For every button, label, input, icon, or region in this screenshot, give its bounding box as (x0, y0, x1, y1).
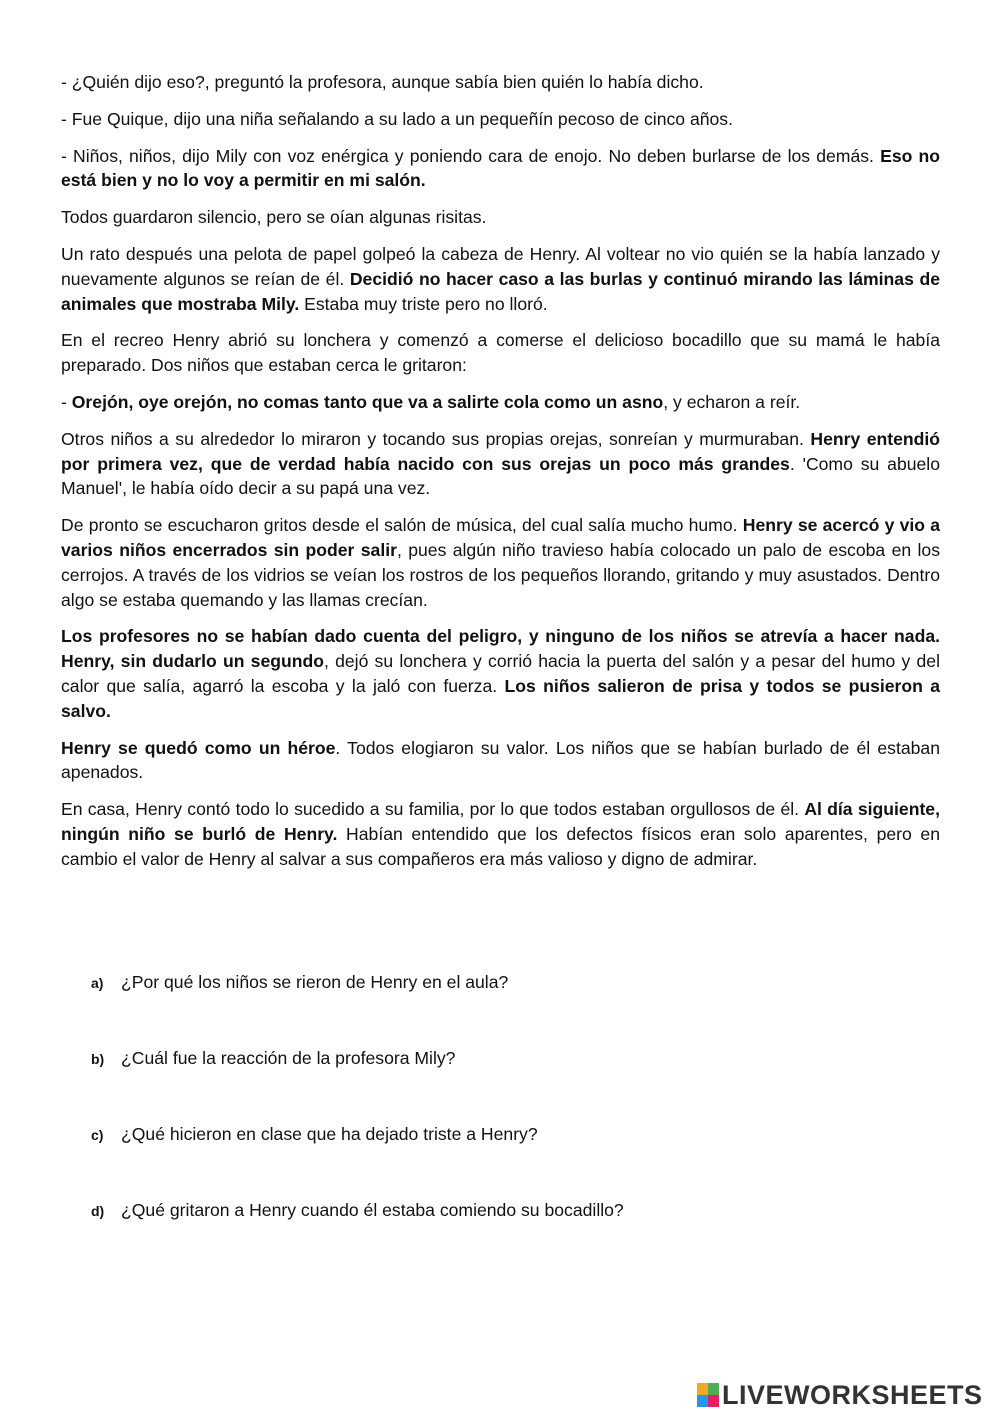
story-paragraph (61, 513, 940, 612)
bold-text-run: Henry entendió por primera vez, que de verdad había nacido con sus orejas un poco más grandes (61, 428, 941, 474)
story-paragraph (61, 624, 940, 723)
text-run: , dejó su lonchera y corrió hacia la puerta del salón y a pesar del humo y del calor que salía, agarró la escoba y la jaló con fuerza. (61, 651, 940, 696)
story-paragraph (61, 205, 940, 230)
brand-mark-cell (697, 1383, 708, 1395)
question-text: ¿Qué hicieron en clase que ha dejado triste a Henry? (121, 1124, 538, 1144)
story-paragraph (61, 797, 940, 871)
text-run: Estaba muy triste pero no lloró. (299, 293, 548, 314)
text-run: En casa, Henry contó todo lo sucedido a su familia, por lo que todos estaban orgullosos de él. (61, 799, 805, 820)
question-text: ¿Qué gritaron a Henry cuando él estaba comiendo su bocadillo? (121, 1200, 624, 1220)
brand-mark-cell (708, 1383, 719, 1395)
question-text: ¿Por qué los niños se rieron de Henry en el aula? (121, 972, 509, 992)
bold-text-run: Los niños salieron de prisa y todos se pusieron a salvo. (61, 675, 941, 721)
story-paragraph (61, 427, 940, 501)
bold-text-run: Orejón, oye orejón, no comas tanto que va a salirte cola como un asno (71, 391, 664, 412)
question-text: ¿Cuál fue la reacción de la profesora Mily? (121, 1048, 456, 1068)
text-run: En el recreo Henry abrió su lonchera y comenzó a comerse el delicioso bocadillo que su mamá le había preparado. Dos niños que estaban cerca le gritaron: (61, 330, 940, 376)
brand-mark-cell (697, 1395, 708, 1407)
story-paragraph (61, 242, 940, 316)
text-run: De pronto se escucharon gritos desde el salón de música, del cual salía mucho humo. (61, 515, 743, 536)
text-run: - (61, 391, 72, 412)
text-run: , y echaron a reír. (663, 391, 801, 412)
story-paragraph (61, 390, 940, 415)
bold-text-run: Henry se acercó y vio a varios niños encerrados sin poder salir (61, 515, 940, 560)
question-letter: d) (91, 1203, 105, 1219)
text-run: - Niños, niños, dijo Mily con voz enérgica y poniendo cara de enojo. No deben burlarse de los demás. (61, 145, 881, 166)
question-item (91, 1120, 951, 1196)
liveworksheets-logo[interactable] (697, 1380, 983, 1410)
text-run: , pues algún niño travieso había colocado un palo de escoba en los cerrojos. A través de los vidrios se veían los rostros de los pequeños llorando, gritando y muy asustados. Dentro algo se estaba quemando y las llamas crecían. (61, 539, 940, 610)
story-paragraph (61, 107, 940, 132)
text-run: Otros niños a su alrededor lo miraron y tocando sus propias orejas, sonreían y murmuraban. (61, 428, 811, 449)
text-run: . Todos elogiaron su valor. Los niños que se habían burlado de él estaban apenados. (61, 737, 940, 783)
story-paragraph (61, 328, 940, 378)
text-run: Todos guardaron silencio, pero se oían algunas risitas. (61, 207, 487, 228)
bold-text-run: Decidió no hacer caso a las burlas y continuó mirando las láminas de animales que mostraba Mily. (61, 268, 940, 314)
bold-text-run: Eso no está bien y no lo voy a permitir en mi salón. (61, 145, 940, 191)
brand-name: LIVEWORKSHEETS (722, 1380, 983, 1410)
bold-text-run: Al día siguiente, ningún niño se burló de Henry. (61, 799, 940, 844)
text-run: Habían entendido que los defectos físicos eran solo aparentes, pero en cambio el valor de Henry al salvar a sus compañeros era más valioso y digno de admirar. (61, 823, 940, 869)
text-run: . 'Como su abuelo Manuel', le había oído decir a su papá una vez. (61, 453, 940, 499)
story-paragraph (61, 736, 940, 786)
bold-text-run: Henry se quedó como un héroe (61, 737, 336, 758)
question-list (91, 968, 951, 1272)
question-item (91, 1044, 951, 1120)
brand-mark-cell (708, 1395, 719, 1407)
story-text (61, 70, 940, 884)
question-letter: c) (91, 1127, 104, 1143)
brand-mark-icon (697, 1383, 719, 1407)
text-run: - ¿Quién dijo eso?, preguntó la profesora, aunque sabía bien quién lo había dicho. (61, 72, 704, 92)
question-letter: a) (91, 975, 104, 991)
question-item (91, 968, 951, 1044)
story-paragraph (61, 144, 940, 194)
question-item (91, 1196, 951, 1272)
text-run: Un rato después una pelota de papel golpeó la cabeza de Henry. Al voltear no vio quién se la había lanzado y nuevamente algunos se reían de él. (61, 243, 940, 289)
text-run: - Fue Quique, dijo una niña señalando a su lado a un pequeñín pecoso de cinco años. (61, 108, 733, 129)
story-paragraph (61, 70, 940, 95)
question-letter: b) (91, 1051, 105, 1067)
bold-text-run: Los profesores no se habían dado cuenta del peligro, y ninguno de los niños se atrevía a hacer nada. Henry, sin dudarlo un segundo (61, 626, 940, 672)
